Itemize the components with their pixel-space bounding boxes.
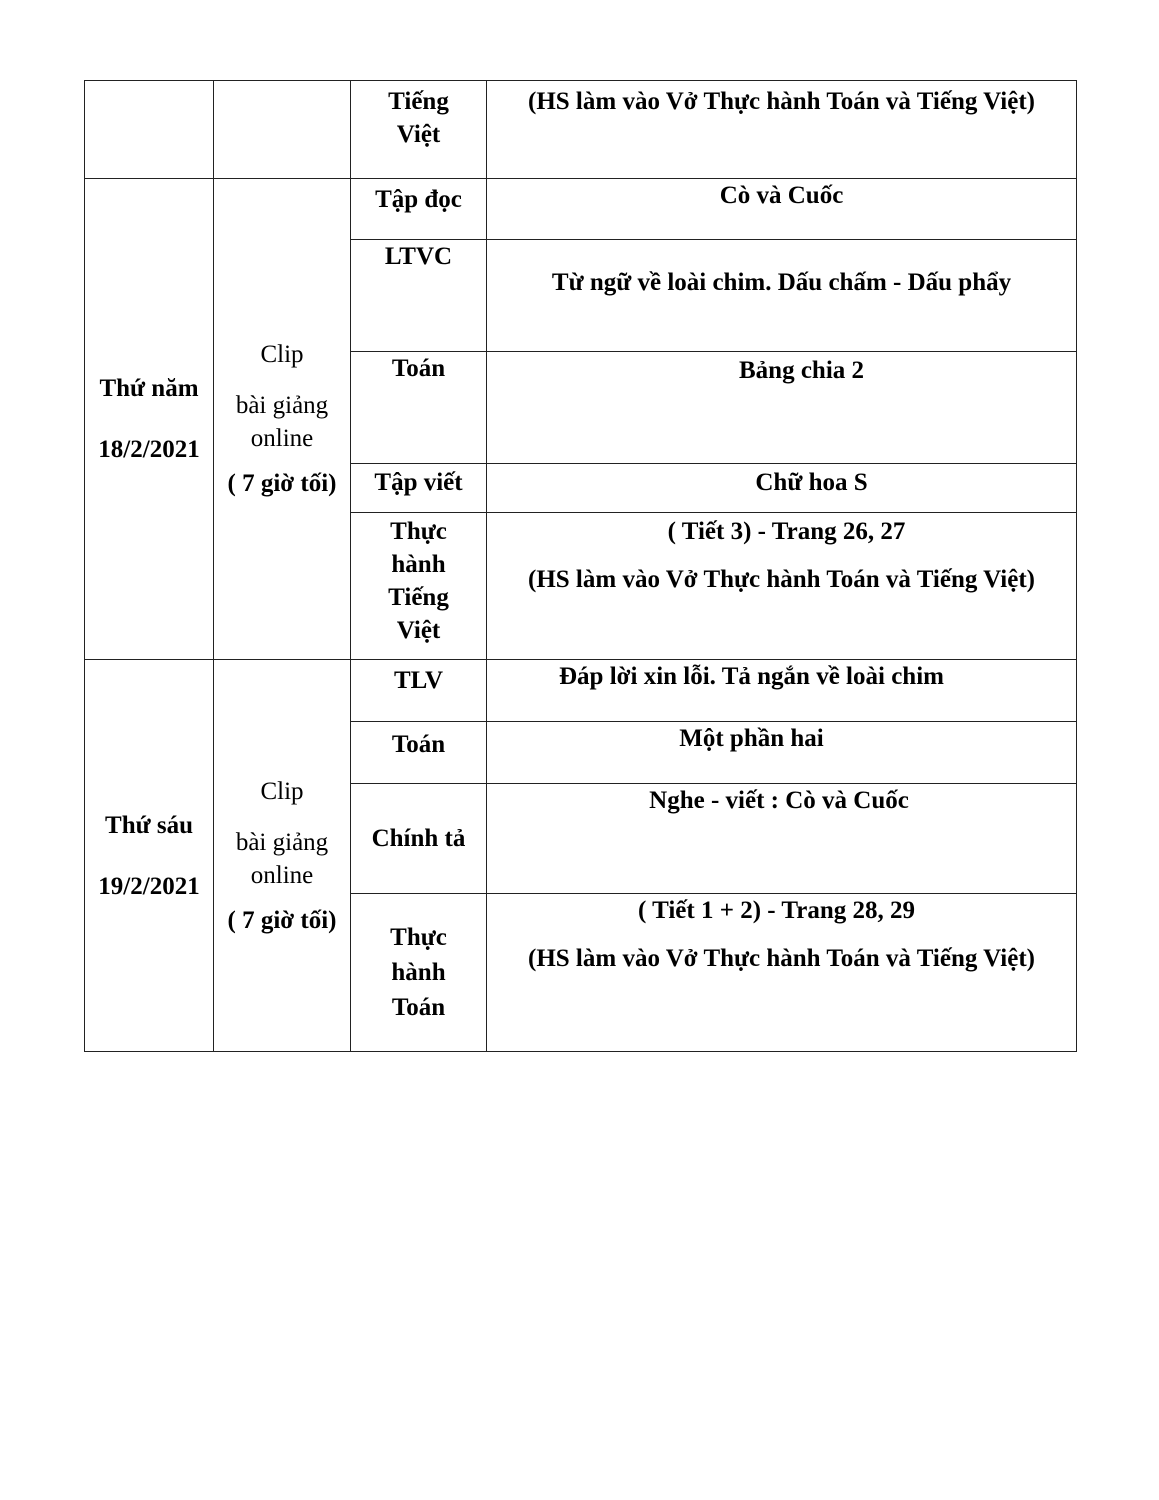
subject-cell [351, 464, 487, 513]
content-text: Chữ hoa S [755, 469, 868, 496]
content-text: ( Tiết 3) - Trang 26, 27 [667, 518, 906, 545]
content-text: Cò và Cuốc [719, 182, 844, 209]
subject-cell [351, 894, 487, 1052]
subject-label: Thực hành Toán [390, 924, 447, 1021]
day-cell-friday [85, 660, 214, 1052]
subject-label: Chính tả [371, 825, 466, 852]
subject-label: Toán [391, 355, 446, 382]
mode-cell-thursday [214, 179, 351, 660]
subject-label: LTVC [384, 243, 453, 270]
subject-cell [351, 513, 487, 660]
content-text: (HS làm vào Vở Thực hành Toán và Tiếng Việt) [528, 88, 1035, 115]
mode-time: ( 7 giờ tối) [227, 470, 337, 497]
content-text: Đáp lời xin lỗi. Tả ngắn về loài chim [559, 663, 944, 690]
mode-clip: Clip [260, 777, 304, 805]
table-row [85, 179, 1077, 240]
table-row [85, 81, 1077, 179]
content-cell [487, 894, 1077, 1052]
mode-time: ( 7 giờ tối) [227, 906, 337, 934]
content-text: Nghe - viết : Cò và Cuốc [649, 787, 909, 814]
subject-cell [351, 352, 487, 464]
subject-cell [351, 240, 487, 352]
subject-label: Thực hành Tiếng Việt [388, 518, 449, 644]
mode-cell [214, 81, 351, 179]
content-note: (HS làm vào Vở Thực hành Toán và Tiếng Việt) [528, 566, 1035, 593]
content-text: Một phần hai [679, 725, 824, 752]
subject-label: Tập đọc [375, 186, 462, 213]
content-cell [487, 513, 1077, 660]
day-name: Thứ sáu [105, 811, 193, 839]
subject-cell [351, 660, 487, 722]
day-cell [85, 81, 214, 179]
content-cell [487, 240, 1077, 352]
subject-label: TLV [393, 667, 444, 694]
subject-cell [351, 81, 487, 179]
content-cell [487, 179, 1077, 240]
subject-cell [351, 722, 487, 784]
table-row [85, 660, 1077, 722]
content-text: Bảng chia 2 [738, 357, 865, 384]
day-date: 18/2/2021 [98, 436, 200, 463]
content-cell [487, 81, 1077, 179]
subject-label: Tiếng Việt [388, 88, 449, 148]
mode-lecture: bài giảng online [235, 392, 329, 452]
day-date: 19/2/2021 [98, 872, 200, 900]
content-cell [487, 722, 1077, 784]
subject-cell [351, 784, 487, 894]
day-name: Thứ năm [99, 375, 199, 402]
day-cell-thursday [85, 179, 214, 660]
subject-cell [351, 179, 487, 240]
content-cell [487, 784, 1077, 894]
content-cell [487, 464, 1077, 513]
schedule-table [84, 80, 1077, 1052]
mode-clip: Clip [260, 341, 304, 368]
content-text: Từ ngữ về loài chim. Dấu chấm - Dấu phẩy [551, 269, 1012, 296]
subject-label: Tập viết [374, 469, 463, 496]
content-cell [487, 352, 1077, 464]
content-text: ( Tiết 1 + 2) - Trang 28, 29 [638, 897, 915, 924]
subject-label: Toán [391, 731, 446, 758]
mode-lecture: bài giảng online [235, 828, 329, 889]
content-cell [487, 660, 1077, 722]
content-note: (HS làm vào Vở Thực hành Toán và Tiếng Việt) [528, 945, 1035, 972]
mode-cell-friday [214, 660, 351, 1052]
